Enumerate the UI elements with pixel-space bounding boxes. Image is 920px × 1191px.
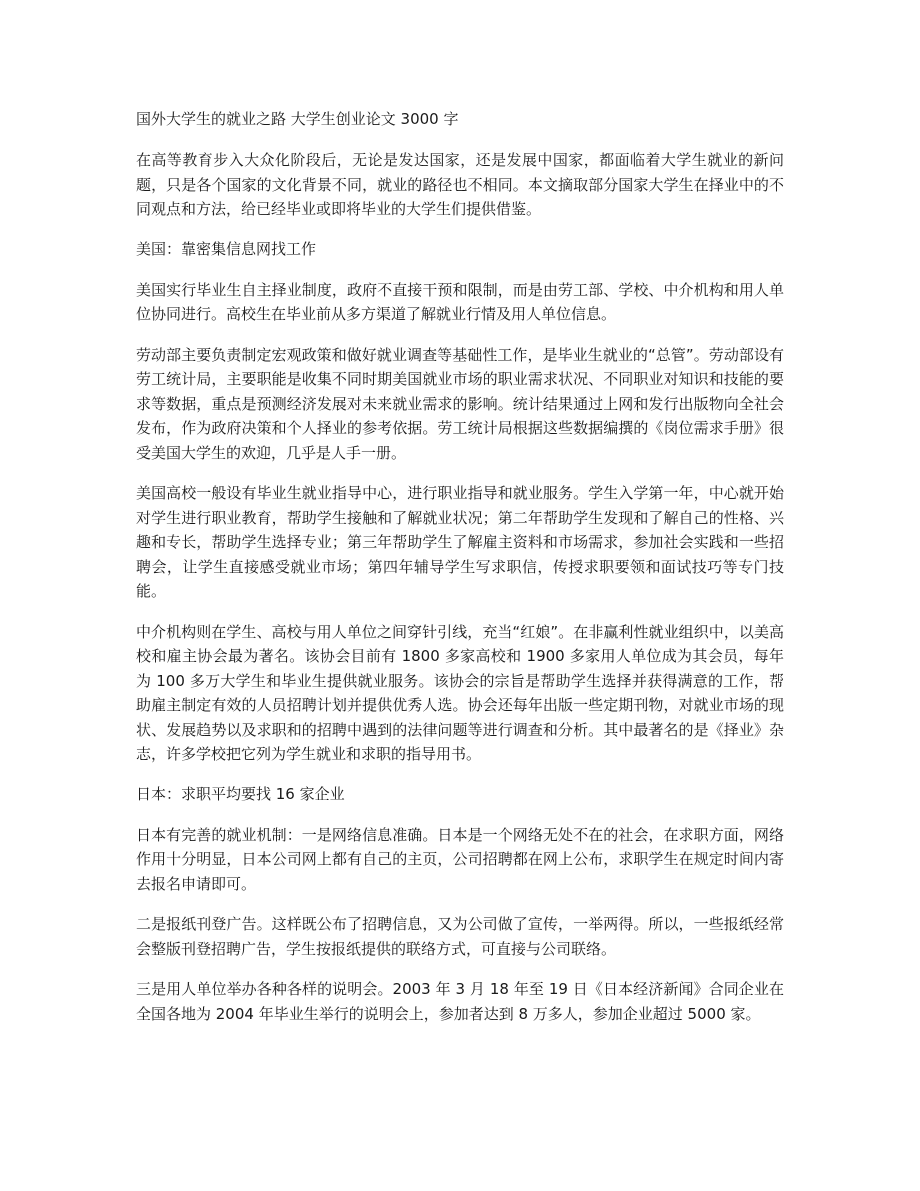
section-heading-japan: 日本：求职平均要找 16 家企业 <box>136 784 345 803</box>
japan-paragraph-1: 日本有完善的就业机制：一是网络信息准确。日本是一个网络无处不在的社会，在求职方面，网络作用十分明显，日本公司网上都有自己的主页，公司招聘都在网上公布，求职学生在规定时间内寄去报名申请即可。 <box>136 825 784 893</box>
intro-paragraph: 在高等教育步入大众化阶段后，无论是发达国家，还是发展中国家，都面临着大学生就业的新问题，只是各个国家的文化背景不同，就业的路径也不相同。本文摘取部分国家大学生在择业中的不同观点和方法，给已经毕业或即将毕业的大学生们提供借鉴。 <box>136 151 784 218</box>
japan-paragraph-2: 二是报纸刊登广告。这样既公布了招聘信息，又为公司做了宣传，一举两得。所以，一些报纸经常会整版刊登招聘广告，学生按报纸提供的联络方式，可直接与公司联络。 <box>136 915 784 958</box>
document-page <box>136 108 784 1042</box>
usa-paragraph-4: 中介机构则在学生、高校与用人单位之间穿针引线，充当“红娘”。在非赢利性就业组织中，以美高校和雇主协会最为著名。该协会目前有 1800 多家高校和 1900 多家用人单位成为其会员，每年为 100 多万大学生和毕业生提供就业服务。该协会的宗旨是帮助学生选择并获得满意的工作，帮助雇主制定有效的人员招聘计划并提供优秀人选。协会还每年出版一些定期刊物，对就业市场的现状、发展趋势以及求职和的招聘中遇到的法律问题等进行调查和分析。其中最著名的是《择业》杂志，许多学校把它列为学生就业和求职的指导用书。 <box>136 622 784 763</box>
usa-paragraph-3: 美国高校一般设有毕业生就业指导中心，进行职业指导和就业服务。学生入学第一年，中心就开始对学生进行职业教育，帮助学生接触和了解就业状况；第二年帮助学生发现和了解自己的性格、兴趣和专长，帮助学生选择专业；第三年帮助学生了解雇主资料和市场需求，参加社会实践和一些招聘会，让学生直接感受就业市场；第四年辅导学生写求职信，传授求职要领和面试技巧等专门技能。 <box>136 484 784 600</box>
usa-paragraph-2: 劳动部主要负责制定宏观政策和做好就业调查等基础性工作，是毕业生就业的“总管”。劳动部设有劳工统计局，主要职能是收集不同时期美国就业市场的职业需求状况、不同职业对知识和技能的要求等数据，重点是预测经济发展对未来就业需求的影响。统计结果通过上网和发行出版物向全社会发布，作为政府决策和个人择业的参考依据。劳工统计局根据这些数据编撰的《岗位需求手册》很受美国大学生的欢迎，几乎是人手一册。 <box>136 345 784 462</box>
document-title: 国外大学生的就业之路 大学生创业论文 3000 字 <box>136 110 459 128</box>
section-heading-usa: 美国：靠密集信息网找工作 <box>136 239 317 258</box>
japan-paragraph-3: 三是用人单位举办各种各样的说明会。2003 年 3 月 18 年至 19 日《日本经济新闻》合同企业在全国各地为 2004 年毕业生举行的说明会上，参加者达到 8 万多人，参加企业超过 5000 家。 <box>136 980 784 1023</box>
usa-paragraph-1: 美国实行毕业生自主择业制度，政府不直接干预和限制，而是由劳工部、学校、中介机构和用人单位协同进行。高校生在毕业前从多方渠道了解就业行情及用人单位信息。 <box>136 280 784 323</box>
